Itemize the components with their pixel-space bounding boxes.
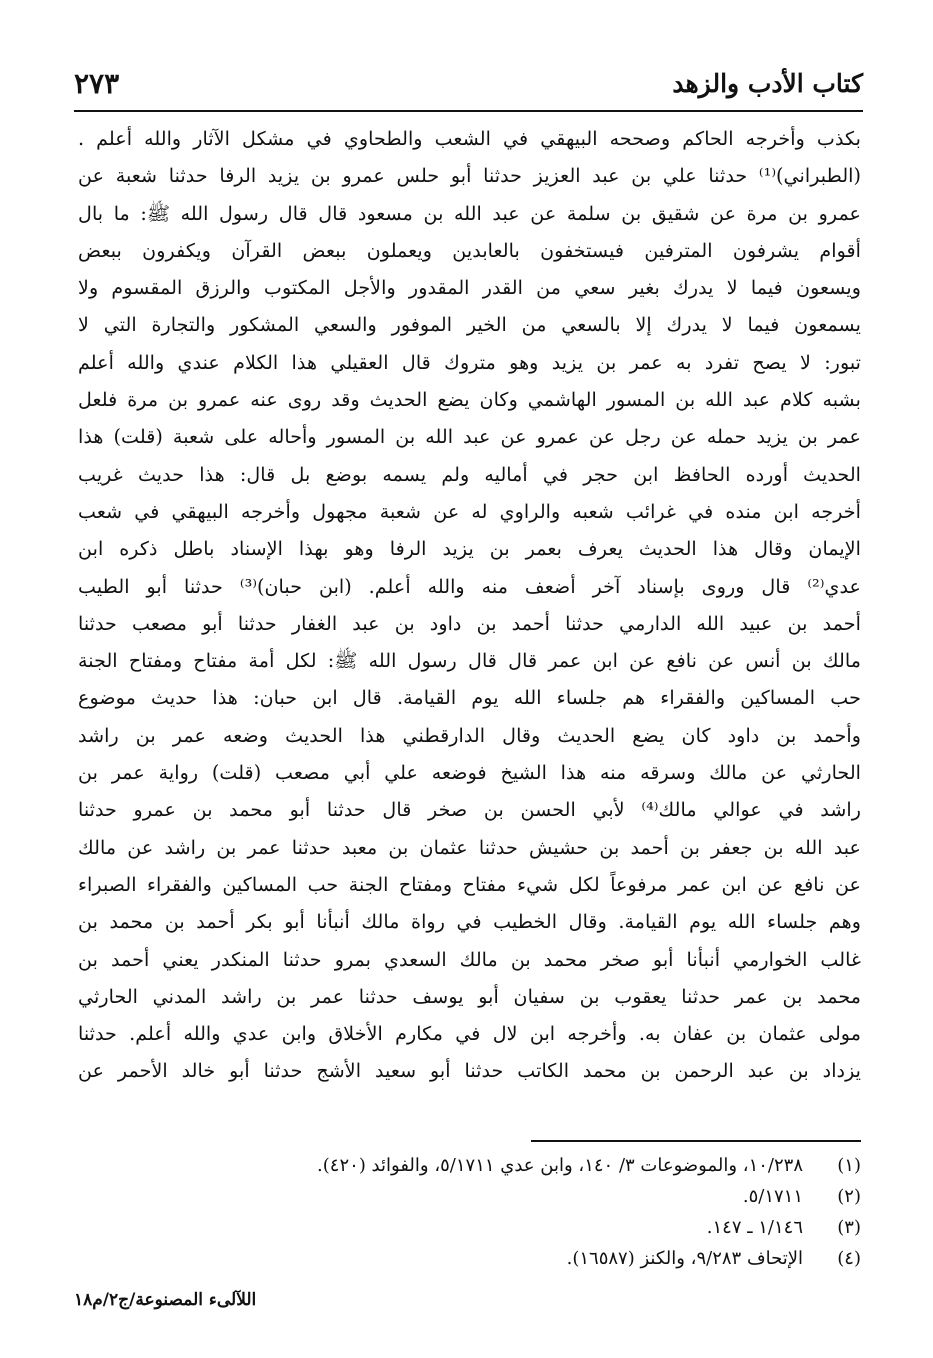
text-line: الإيمان وقال هذا الحديث يعرف بعمر بن يزيد الرفا وهو بهذا الإسناد باطل ذكره ابن	[78, 537, 861, 561]
footnote-number: (٢)	[837, 1186, 861, 1207]
text-line: بشبه كلام عبد الله بن المسور الهاشمي وكان يضع الحديث وقد روى عنه عمرو بن مرة فلعل	[78, 388, 861, 412]
text-line: ويسعون فيما لا يدرك بغير سعي من القدر المقدور والأجل المكتوب والرزق المقسوم ولا	[78, 276, 861, 300]
text-line: مالك بن أنس عن نافع عن ابن عمر قال قال رسول الله ﷺ: لكل أمة مفتاح ومفتاح الجنة	[78, 649, 861, 673]
text-line: حب المساكين والفقراء هم جلساء الله يوم القيامة. قال ابن حبان: هذا حديث موضوع	[78, 686, 861, 710]
footnote-text: الإتحاف ٩/٢٨٣، والكنز (١٦٥٨٧).	[566, 1248, 803, 1269]
footnote-rule	[531, 1140, 861, 1142]
footnote-number: (٣)	[837, 1217, 861, 1238]
footnote	[78, 1150, 861, 1181]
text-line: عمرو بن مرة عن شقيق بن سلمة عن عبد الله بن مسعود قال قال رسول الله ﷺ: ما بال	[78, 201, 861, 225]
book-title: كتاب الأدب والزهد	[672, 68, 863, 98]
text-line: يزداد بن عبد الرحمن بن محمد الكاتب حدثنا أبو سعيد الأشج حدثنا أبو خالد الأحمر عن	[78, 1059, 861, 1083]
main-text	[78, 120, 861, 1090]
text-line: الحديث أورده الحافظ ابن حجر في أماليه ولم يسمه بوضع بل قال: هذا حديث غريب	[78, 462, 861, 486]
text-line: الحارثي عن مالك وسرقه منه هذا الشيخ فوضعه علي أبي مصعب (قلت) رواية عمر بن	[78, 761, 861, 785]
text-line: بكذب وأخرجه الحاكم وصححه البيهقي في الشعب والطحاوي في مشكل الآثار والله أعلم .	[78, 127, 861, 150]
text-line: أقوام يشرفون المترفين فيستخفون بالعابدين ويعملون ببعض القرآن ويكفرون ببعض	[78, 238, 861, 262]
printer-signature: اللآلىء المصنوعة/ج٢/م١٨	[74, 1290, 257, 1310]
footnote	[78, 1181, 861, 1212]
header-rule	[74, 110, 863, 112]
text-line: وهم جلساء الله يوم القيامة. وقال الخطيب في رواة مالك أنبأنا أبو بكر أحمد بن محمد بن	[78, 910, 861, 934]
text-line: يسمعون فيما لا يدرك إلا بالسعي من الخير الموفور والسعي المشكور والتجارة التي لا	[78, 313, 861, 337]
text-line: أحمد بن عبيد الله الدارمي حدثنا أحمد بن داود بن عبد الغفار حدثنا أبو مصعب حدثنا	[78, 611, 861, 635]
footnote-text: ١/١٤٦ ـ ١٤٧.	[706, 1217, 803, 1238]
text-line: راشد في عوالي مالك⁽⁴⁾ لأبي الحسن بن صخر قال حدثنا أبو محمد بن عمرو حدثنا	[78, 798, 862, 822]
text-line: (الطبراني)⁽¹⁾ حدثنا علي بن عبد العزيز حدثنا أبو حلس عمرو بن يزيد الرفا حدثنا شعبة عن	[78, 164, 861, 188]
footnote-text: ١٠/٢٣٨، والموضوعات ٣/ ١٤٠، وابن عدي ٥/١٧١١، والفوائد (٤٢٠).	[317, 1155, 803, 1176]
text-line: تبور: لا يصح تفرد به عمر بن يزيد وهو متروك قال العقيلي هذا الكلام عندي والله أعلم	[78, 350, 861, 374]
footnote	[78, 1212, 861, 1243]
text-line: عن نافع عن ابن عمر مرفوعاً لكل شيء مفتاح ومفتاح الجنة حب المساكين والفقراء الصبراء	[78, 872, 861, 896]
page-number: ٢٧٣	[74, 66, 120, 100]
footnotes	[78, 1150, 861, 1274]
footnote	[78, 1243, 861, 1274]
text-line: غالب الخوارمي أنبأنا أبو صخر محمد بن مالك السعدي بمرو حدثنا المنكدر يعني أحمد بن	[78, 947, 861, 971]
footnote-text: ٥/١٧١١.	[742, 1186, 803, 1207]
text-line: عدي⁽²⁾ قال وروى بإسناد آخر أضعف منه والله أعلم. (ابن حبان)⁽³⁾ حدثنا أبو الطيب	[78, 574, 861, 598]
text-line: محمد بن عمر حدثنا يعقوب بن سفيان أبو يوسف حدثنا عمر بن راشد المدني الحارثي	[78, 984, 861, 1008]
footnote-number: (١)	[837, 1155, 861, 1176]
text-line: وأحمد بن داود كان يضع الحديث وقال الدارقطني هذا الحديث وضعه عمر بن راشد	[78, 723, 861, 747]
footnote-number: (٤)	[837, 1248, 861, 1269]
text-line: مولى عثمان بن عفان به. وأخرجه ابن لال في مكارم الأخلاق وابن عدي والله أعلم. حدثنا	[78, 1022, 861, 1046]
text-line: عمر بن يزيد حمله عن رجل عن عمرو عن عبد الله بن المسور وأحاله على شعبة (قلت) هذا	[78, 425, 861, 449]
text-line: أخرجه ابن منده في غرائب شعبه والراوي له عن شعبة مجهول وأخرجه البيهقي في شعب	[78, 499, 861, 523]
page-header	[74, 58, 863, 108]
text-line: عبد الله بن جعفر بن أحمد بن حشيش حدثنا عثمان بن معبد حدثنا عمر بن راشد عن مالك	[78, 835, 861, 859]
